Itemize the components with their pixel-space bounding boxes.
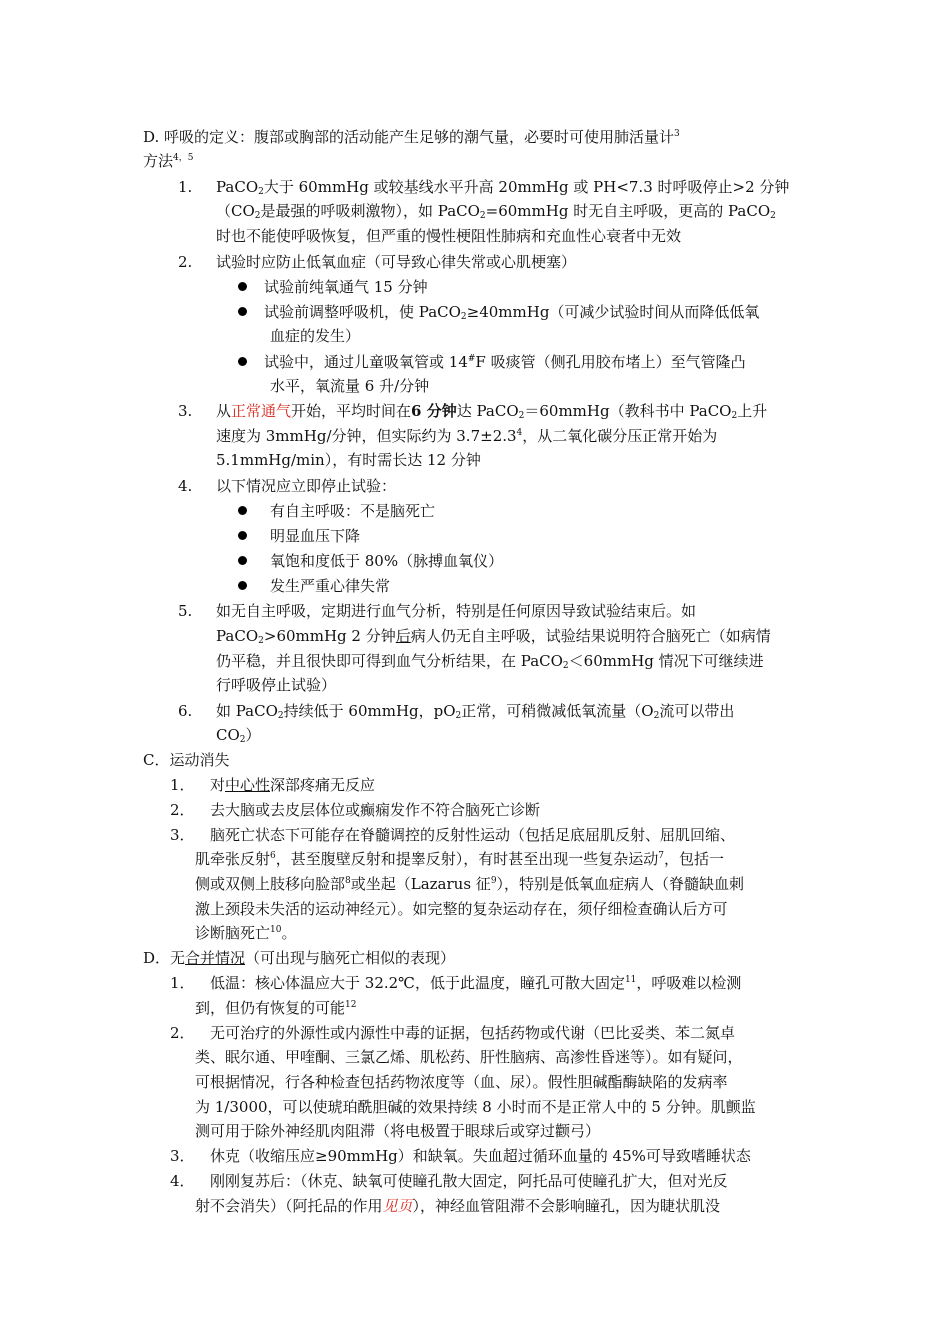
list-item-text: 如无自主呼吸，定期进行血气分析，特别是任何原因导致试验结束后。如 bbox=[216, 602, 697, 620]
list-item-text: $CO_2$） bbox=[216, 726, 261, 745]
bullet-icon bbox=[238, 581, 247, 590]
section-heading-motor: C．运动消失 bbox=[143, 751, 230, 769]
list-number: 3. bbox=[178, 402, 193, 420]
list-item-text: 为 1/3000，可以使琥珀酰胆碱的效果持续 8 小时而不是正常人中的 5 分钟。肌颤监 bbox=[195, 1098, 756, 1116]
bullet-text: 发生严重心律失常 bbox=[270, 577, 391, 595]
list-number: 6. bbox=[178, 702, 193, 720]
list-number: 3． bbox=[170, 826, 195, 844]
bullet-text: 血症的发生） bbox=[270, 327, 361, 345]
list-item-text: 从正常通气开始，平均时间在6 分钟达 PaCO$_2$＝60mmHg（教科书中 PaCO$_2$上升 bbox=[216, 402, 768, 421]
bullet-icon bbox=[238, 307, 247, 316]
list-item-text: 低温：核心体温应大于 32.2℃，低于此温度，瞳孔可散大固定$^{11}$，呼吸难以检测 bbox=[210, 974, 742, 992]
list-number: 2． bbox=[170, 801, 195, 819]
list-item-text: 到，但仍有恢复的可能$^{12}$ bbox=[195, 999, 357, 1017]
bullet-text: 试验中，通过儿童吸氧管或 14#F 吸痰管（侧孔用胶布堵上）至气管隆凸 bbox=[264, 353, 746, 371]
list-number: 5. bbox=[178, 602, 193, 620]
list-item-text: 诊断脑死亡$^{10}$。 bbox=[195, 924, 297, 942]
list-item-text: 去大脑或去皮层体位或癫痫发作不符合脑死亡诊断 bbox=[210, 801, 541, 819]
bullet-text: 水平，氧流量 6 升/分钟 bbox=[270, 377, 430, 395]
list-item-text: 休克（收缩压应≥90mmHg）和缺氧。失血超过循环血量的 45%可导致嗜睡状态 bbox=[210, 1147, 751, 1165]
list-number: 4． bbox=[170, 1172, 195, 1190]
list-item-text: 刚刚复苏后：（休克、缺氧可使瞳孔散大固定，阿托品可使瞳孔扩大，但对光反 bbox=[210, 1172, 728, 1190]
list-number: 2. bbox=[178, 253, 193, 271]
bullet-text: 氧饱和度低于 80%（脉搏血氧仪） bbox=[270, 552, 504, 570]
list-item-text: 测可用于除外神经肌肉阻滞（将电极置于眼球后或穿过颧弓） bbox=[195, 1122, 601, 1140]
section-heading-confounders: D．无合并情况（可出现与脑死亡相似的表现） bbox=[143, 949, 456, 967]
list-number: 3． bbox=[170, 1147, 195, 1165]
bullet-icon bbox=[238, 506, 247, 515]
bullet-text: 有自主呼吸：不是脑死亡 bbox=[270, 502, 436, 520]
bullet-icon bbox=[238, 556, 247, 565]
list-item-text: 试验时应防止低氧血症（可导致心律失常或心肌梗塞） bbox=[216, 253, 577, 271]
list-item-text: 对中心性深部疼痛无反应 bbox=[210, 776, 376, 794]
list-item-text: （$CO_2$是最强的呼吸刺激物），如 PaCO$_2$=60mmHg 时无自主呼吸，更高的 PaCO$_2$ bbox=[216, 202, 776, 221]
list-item-text: 无可治疗的外源性或内源性中毒的证据，包括药物或代谢（巴比妥类、苯二氮卓 bbox=[210, 1024, 736, 1042]
list-item-text: 5.1mmHg/min），有时需长达 12 分钟 bbox=[216, 451, 481, 469]
bullet-text: 试验前调整呼吸机，使 PaCO$_2$≥40mmHg（可减少试验时间从而降低低氧 bbox=[264, 303, 760, 322]
list-number: 4. bbox=[178, 477, 193, 495]
list-item-text: 侧或双侧上肢移向脸部$^8$或坐起（Lazarus 征$^9$），特别是低氧血症病人（脊髓缺血刺 bbox=[195, 875, 745, 893]
list-item-text: 如 PaCO$_2$持续低于 60mmHg，$pO_2$正常，可稍微减低氧流量（$O_2$流可以带出 bbox=[216, 702, 735, 721]
list-item-text: 类、眠尔通、甲喹酮、三氯乙烯、肌松药、肝性脑病、高渗性昏迷等）。如有疑问， bbox=[195, 1048, 743, 1066]
list-item-text: PaCO$_2$>60mmHg 2 分钟后病人仍无自主呼吸，试验结果说明符合脑死亡（如病情 bbox=[216, 627, 771, 646]
bullet-icon bbox=[238, 282, 247, 291]
list-item-text: 激上颈段未失活的运动神经元）。如完整的复杂运动存在，须仔细检查确认后方可 bbox=[195, 900, 728, 918]
list-item-text: PaCO$_2$大于 60mmHg 或较基线水平升高 20mmHg 或 PH<7.3 时呼吸停止>2 分钟 bbox=[216, 178, 790, 197]
section-heading-respiration: D. 呼吸的定义：腹部或胸部的活动能产生足够的潮气量，必要时可使用肺活量计$^3$ bbox=[143, 128, 680, 146]
list-item-text: 射不会消失）（阿托品的作用见页），神经血管阻滞不会影响瞳孔，因为睫状肌没 bbox=[195, 1197, 721, 1215]
bullet-icon bbox=[238, 531, 247, 540]
list-item-text: 速度为 3mmHg/分钟，但实际约为 $3.7\pm 2.3^4$，从二氧化碳分压正常开始为 bbox=[216, 427, 718, 445]
list-item-text: 脑死亡状态下可能存在脊髓调控的反射性运动（包括足底屈肌反射、屈肌回缩、 bbox=[210, 826, 736, 844]
list-item-text: 以下情况应立即停止试验： bbox=[216, 477, 397, 495]
list-item-text: 仍平稳，并且很快即可得到血气分析结果，在 PaCO$_2$＜60mmHg 情况下可继续进 bbox=[216, 652, 764, 671]
bullet-icon bbox=[238, 357, 247, 366]
list-number: 2． bbox=[170, 1024, 195, 1042]
list-number: 1． bbox=[170, 776, 195, 794]
method-heading: 方法$^{4,5}$ bbox=[143, 152, 194, 170]
list-item-text: 肌牵张反射$^6$，甚至腹壁反射和提睾反射），有时甚至出现一些复杂运动$^7$，包括一 bbox=[195, 850, 725, 868]
bullet-text: 明显血压下降 bbox=[270, 527, 361, 545]
bullet-text: 试验前纯氧通气 15 分钟 bbox=[264, 278, 428, 296]
list-number: 1. bbox=[178, 178, 193, 196]
list-item-text: 时也不能使呼吸恢复，但严重的慢性梗阻性肺病和充血性心衰者中无效 bbox=[216, 227, 682, 245]
list-item-text: 行呼吸停止试验） bbox=[216, 676, 337, 694]
list-item-text: 可根据情况，行各种检查包括药物浓度等（血、尿）。假性胆碱酯酶缺陷的发病率 bbox=[195, 1073, 728, 1091]
list-number: 1． bbox=[170, 974, 195, 992]
